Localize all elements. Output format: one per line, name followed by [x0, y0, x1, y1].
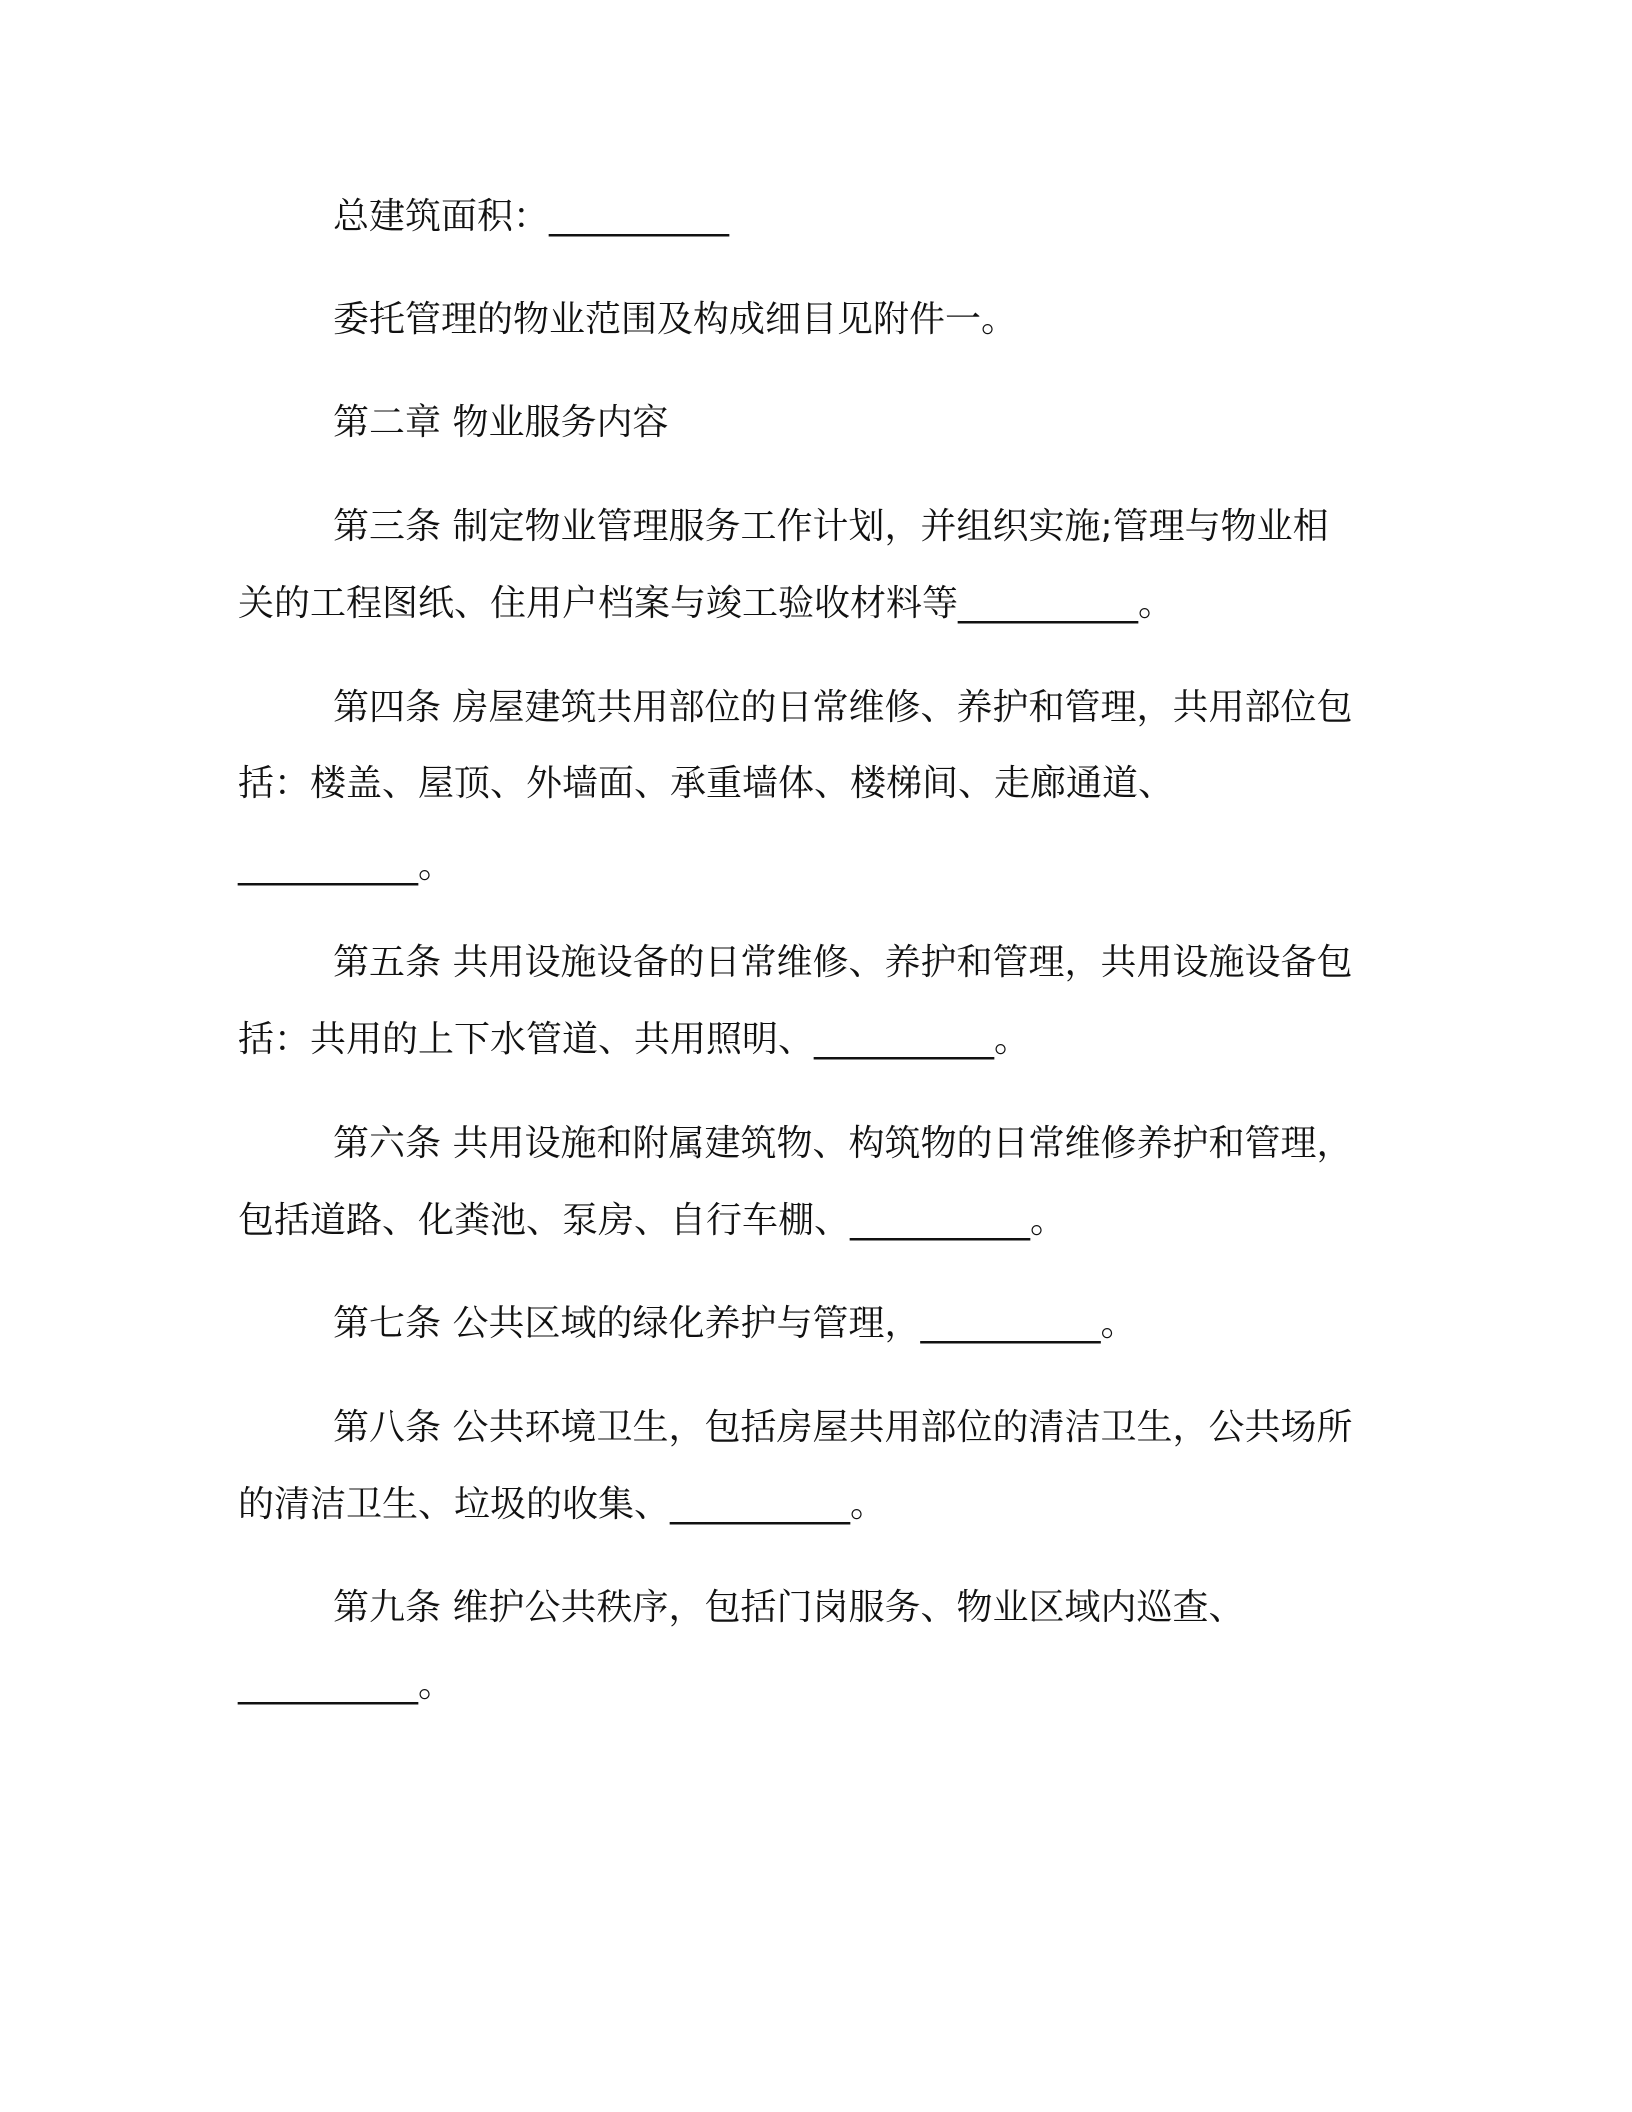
- article-5-line-2: 括：共用的上下水管道、共用照明、__________。: [238, 1019, 1031, 1060]
- article-9-line-1: 第九条 维护公共秩序，包括门岗服务、物业区域内巡查、: [333, 1587, 1245, 1628]
- article-4-line-1: 第四条 房屋建筑共用部位的日常维修、养护和管理，共用部位包: [333, 687, 1353, 728]
- article-3-line-1: 第三条 制定物业管理服务工作计划，并组织实施;管理与物业相: [333, 506, 1329, 547]
- article-8-line-2: 的清洁卫生、垃圾的收集、__________。: [238, 1484, 887, 1525]
- article-6-line-2: 包括道路、化粪池、泵房、自行车棚、__________。: [238, 1200, 1067, 1241]
- article-7-line-1: 第七条 公共区域的绿化养护与管理，__________。: [333, 1303, 1137, 1344]
- article-3-line-2: 关的工程图纸、住用户档案与竣工验收材料等__________。: [238, 583, 1175, 624]
- article-4-line-2: 括：楼盖、屋顶、外墙面、承重墙体、楼梯间、走廊通道、: [238, 763, 1175, 804]
- article-5-line-1: 第五条 共用设施设备的日常维修、养护和管理，共用设施设备包: [333, 942, 1353, 983]
- chapter-heading: 第二章 物业服务内容: [333, 402, 669, 443]
- article-8-line-1: 第八条 公共环境卫生，包括房屋共用部位的清洁卫生，公共场所: [333, 1407, 1353, 1448]
- management-scope-line: 委托管理的物业范围及构成细目见附件一。: [333, 299, 1018, 340]
- article-4-line-3: __________。: [238, 845, 455, 886]
- article-9-line-2: __________。: [238, 1664, 455, 1705]
- total-floor-area-line: 总建筑面积：__________: [333, 196, 730, 237]
- article-6-line-1: 第六条 共用设施和附属建筑物、构筑物的日常维修养护和管理，: [333, 1123, 1353, 1164]
